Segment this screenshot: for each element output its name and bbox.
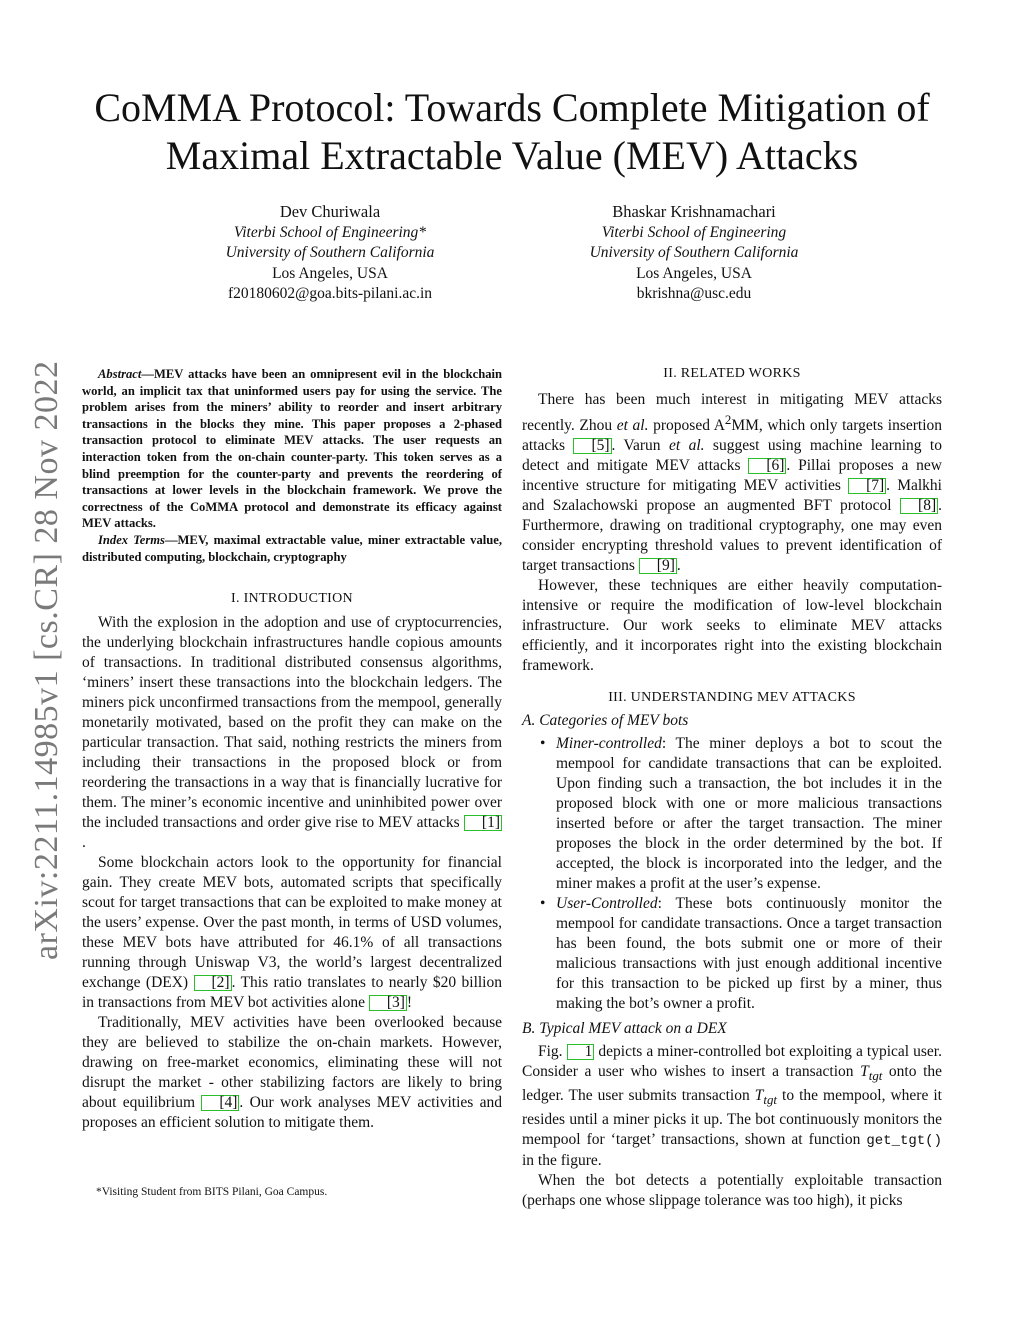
author-affiliation: Viterbi School of Engineering* xyxy=(233,223,427,241)
text-run: . Pillai proposes a new incentive structure for mitigating MEV activities xyxy=(522,457,942,495)
text-run: . Furthermore, drawing on traditional cryptography, one may even consider encrypting threshold values to prevent identification of target transactions xyxy=(522,497,942,575)
intro-paragraph-2 xyxy=(82,853,502,1013)
math-symbol: T xyxy=(754,1087,764,1105)
section-heading-related-works: II. RELATED WORKS xyxy=(663,366,801,381)
author-email: f20180602@goa.bits-pilani.ac.in xyxy=(227,285,433,302)
author-affiliation: Viterbi School of Engineering xyxy=(601,223,787,241)
text-run: . Malkhi and Szalachowski propose an augmented BFT protocol xyxy=(522,477,942,515)
list-item xyxy=(556,734,942,894)
text-run: et al. xyxy=(616,417,649,435)
bullet-text: : The miner deploys a bot to scout the mempool for candidate transactions that can be exploited. Upon finding such a transaction, the bot includes it in the proposed block with one or more malicious transactions inserted before or after the target transaction. The miner proposes the block in the order determined by the bot. If accepted, the block is incorporated into the ledger, and the miner makes a profit at the user’s expense. xyxy=(556,735,942,893)
citation-link[interactable]: [3] xyxy=(369,995,407,1011)
section-heading-understanding: III. UNDERSTANDING MEV ATTACKS xyxy=(608,690,856,706)
text-run: in the figure. xyxy=(522,1152,602,1170)
text-run: to the mempool, where it resides until a miner picks it up. The bot continuously monitors the mempool for ‘target’ transactions, shown at function xyxy=(522,1087,942,1149)
author-name: Dev Churiwala xyxy=(279,202,381,221)
paper-title xyxy=(60,84,964,180)
title-line-2: Maximal Extractable Value (MEV) Attacks xyxy=(165,133,859,178)
text-run: . Varun xyxy=(611,437,669,455)
citation-link[interactable]: [5] xyxy=(573,438,611,454)
text-run: depicts a miner-controlled bot exploiting a typical user. Consider a user who wishes to insert a transaction xyxy=(522,1043,942,1081)
bullet-title: Miner-controlled xyxy=(556,735,662,753)
abstract-text: —MEV attacks have been an omnipresent evil in the blockchain world, an implicit tax that uninformed users pay for using the service. The problem arises from the miners’ ability to reorder and insert arbitrary transactions in the blocks they mine. This paper proposes a 2-phased transaction protocol to eliminate MEV attacks. The user requests an interaction token from the on-chain counter-party. This token serves as a blind preemption for the counter-party and prevents the reordering of transactions at lower levels in the blockchain framework. We prove the correctness of the CoMMA protocol and demonstrate its efficacy against MEV attacks. xyxy=(82,367,502,531)
index-terms-text: —MEV, maximal extractable value, miner extractable value, distributed computing, blockchain, cryptography xyxy=(82,532,503,564)
text-run: proposed A xyxy=(648,417,725,435)
title-line-1: CoMMA Protocol: Towards Complete Mitigation of xyxy=(94,85,930,130)
index-terms-label: Index Terms xyxy=(98,532,165,547)
attack-paragraph-1 xyxy=(522,1042,942,1171)
text-run: Fig. xyxy=(538,1043,567,1061)
section-heading-introduction: I. INTRODUCTION xyxy=(231,591,353,607)
subsection-heading-categories: A. Categories of MEV bots xyxy=(522,712,689,730)
intro-paragraph-1 xyxy=(82,613,502,853)
text-run: MM, which only targets insertion attacks xyxy=(522,417,942,455)
citation-link[interactable]: [9] xyxy=(639,558,677,574)
right-column xyxy=(522,366,942,1211)
citation-link[interactable]: [1] xyxy=(464,815,502,831)
citation-link[interactable]: [8] xyxy=(900,498,938,514)
text-run: et al. xyxy=(668,437,705,455)
author-block-2 xyxy=(534,202,854,305)
author-location: Los Angeles, USA xyxy=(272,264,388,282)
author-university: University of Southern California xyxy=(589,244,799,261)
text-run: . This ratio translates to nearly $20 billion in transactions from MEV bot activities alone xyxy=(82,974,502,1012)
figure-ref-link[interactable]: 1 xyxy=(567,1044,595,1060)
text-run: Some blockchain actors look to the opportunity for financial gain. They create MEV bots, automated scripts that specifically scout for target transactions that can be exploited to make money at the users’ expense. Over the past month, in terms of USD volumes, these MEV bots have attributed for 46.1% of all transactions running through Uniswap V3, the world’s largest decentralized exchange (DEX) xyxy=(82,854,502,992)
math-symbol: T xyxy=(860,1063,869,1081)
footnote: *Visiting Student from BITS Pilani, Goa Campus. xyxy=(96,1186,328,1198)
math-subscript: tgt xyxy=(763,1092,777,1108)
arxiv-identifier-stamp: arXiv:2211.14985v1 [cs.CR] 28 Nov 2022 xyxy=(28,360,65,960)
attack-paragraph-2: When the bot detects a potentially exploitable transaction (perhaps one whose slippage tolerance was too high), it picks xyxy=(522,1172,942,1210)
superscript: 2 xyxy=(724,412,732,427)
related-paragraph-1 xyxy=(522,390,942,576)
bullet-title: User-Controlled xyxy=(556,895,658,913)
bot-categories-list xyxy=(522,734,942,1014)
abstract-label: Abstract xyxy=(98,367,142,381)
list-item xyxy=(556,894,942,1014)
text-run: . Our work analyses MEV activities and proposes an efficient solution to mitigate them. xyxy=(82,1094,502,1132)
citation-link[interactable]: [7] xyxy=(848,478,886,494)
citation-link[interactable]: [6] xyxy=(748,458,786,474)
text-run: suggest using machine learning to detect and mitigate MEV attacks xyxy=(522,437,942,475)
code-function: get_tgt() xyxy=(866,1133,942,1150)
text-run: There has been much interest in mitigating MEV attacks recently. Zhou xyxy=(522,391,942,435)
math-subscript: tgt xyxy=(868,1068,883,1084)
text-run: With the explosion in the adoption and use of cryptocurrencies, the underlying blockchain infrastructures handle copious amounts of transactions. In traditional distributed consensus algorithms, ‘miners’ insert these transactions into the blockchain ledgers. The miners pick unconfirmed transactions from the mempool, generally monetarily motivated, based on the profit they can make on the particular transaction. That said, nothing restricts the miners from including their transactions in the proposed block or from reordering the transactions in a way that is financially lucrative for them. The miner’s economic incentive and uninhibited power over the included transactions and order give rise to MEV attacks xyxy=(82,614,502,832)
author-email: bkrishna@usc.edu xyxy=(636,285,752,302)
math-ttgt xyxy=(860,1063,883,1084)
author-block-1 xyxy=(170,202,490,305)
text-run: . xyxy=(676,557,681,575)
text-run: Traditionally, MEV activities have been overlooked because they are believed to stabilize the on-chain markets. However, drawing on free-market economics, eliminating these will not disrupt the market - other stabilizing factors are likely to bring about equilibrium xyxy=(82,1014,502,1112)
text-run: onto the ledger. The user submits transaction xyxy=(522,1063,942,1105)
author-name: Bhaskar Krishnamachari xyxy=(612,202,776,221)
author-university: University of Southern California xyxy=(225,244,435,261)
author-location: Los Angeles, USA xyxy=(636,264,752,282)
math-ttgt xyxy=(754,1087,777,1108)
related-paragraph-2: However, these techniques are either heavily computation-intensive or require the modification of low-level blockchain infrastructure. Our work seeks to eliminate MEV attacks efficiently, and it incorporates right into the existing blockchain framework. xyxy=(522,577,942,675)
subsection-heading-typical-attack: B. Typical MEV attack on a DEX xyxy=(522,1020,727,1038)
text-run: . xyxy=(82,834,86,852)
bullet-text: : These bots continuously monitor the mempool for candidate transactions. Once a target transaction has been found, the bots submit one or more of their malicious transactions with just enough additional incentive for this transaction to be picked up first by a miner, thus making the bot’s owner a profit. xyxy=(556,895,942,1013)
citation-link[interactable]: [4] xyxy=(201,1095,239,1111)
citation-link[interactable]: [2] xyxy=(194,975,232,991)
left-column xyxy=(82,366,502,1133)
text-run: ! xyxy=(406,994,413,1012)
intro-paragraph-3 xyxy=(82,1013,502,1133)
abstract xyxy=(82,366,502,532)
index-terms xyxy=(82,532,502,565)
